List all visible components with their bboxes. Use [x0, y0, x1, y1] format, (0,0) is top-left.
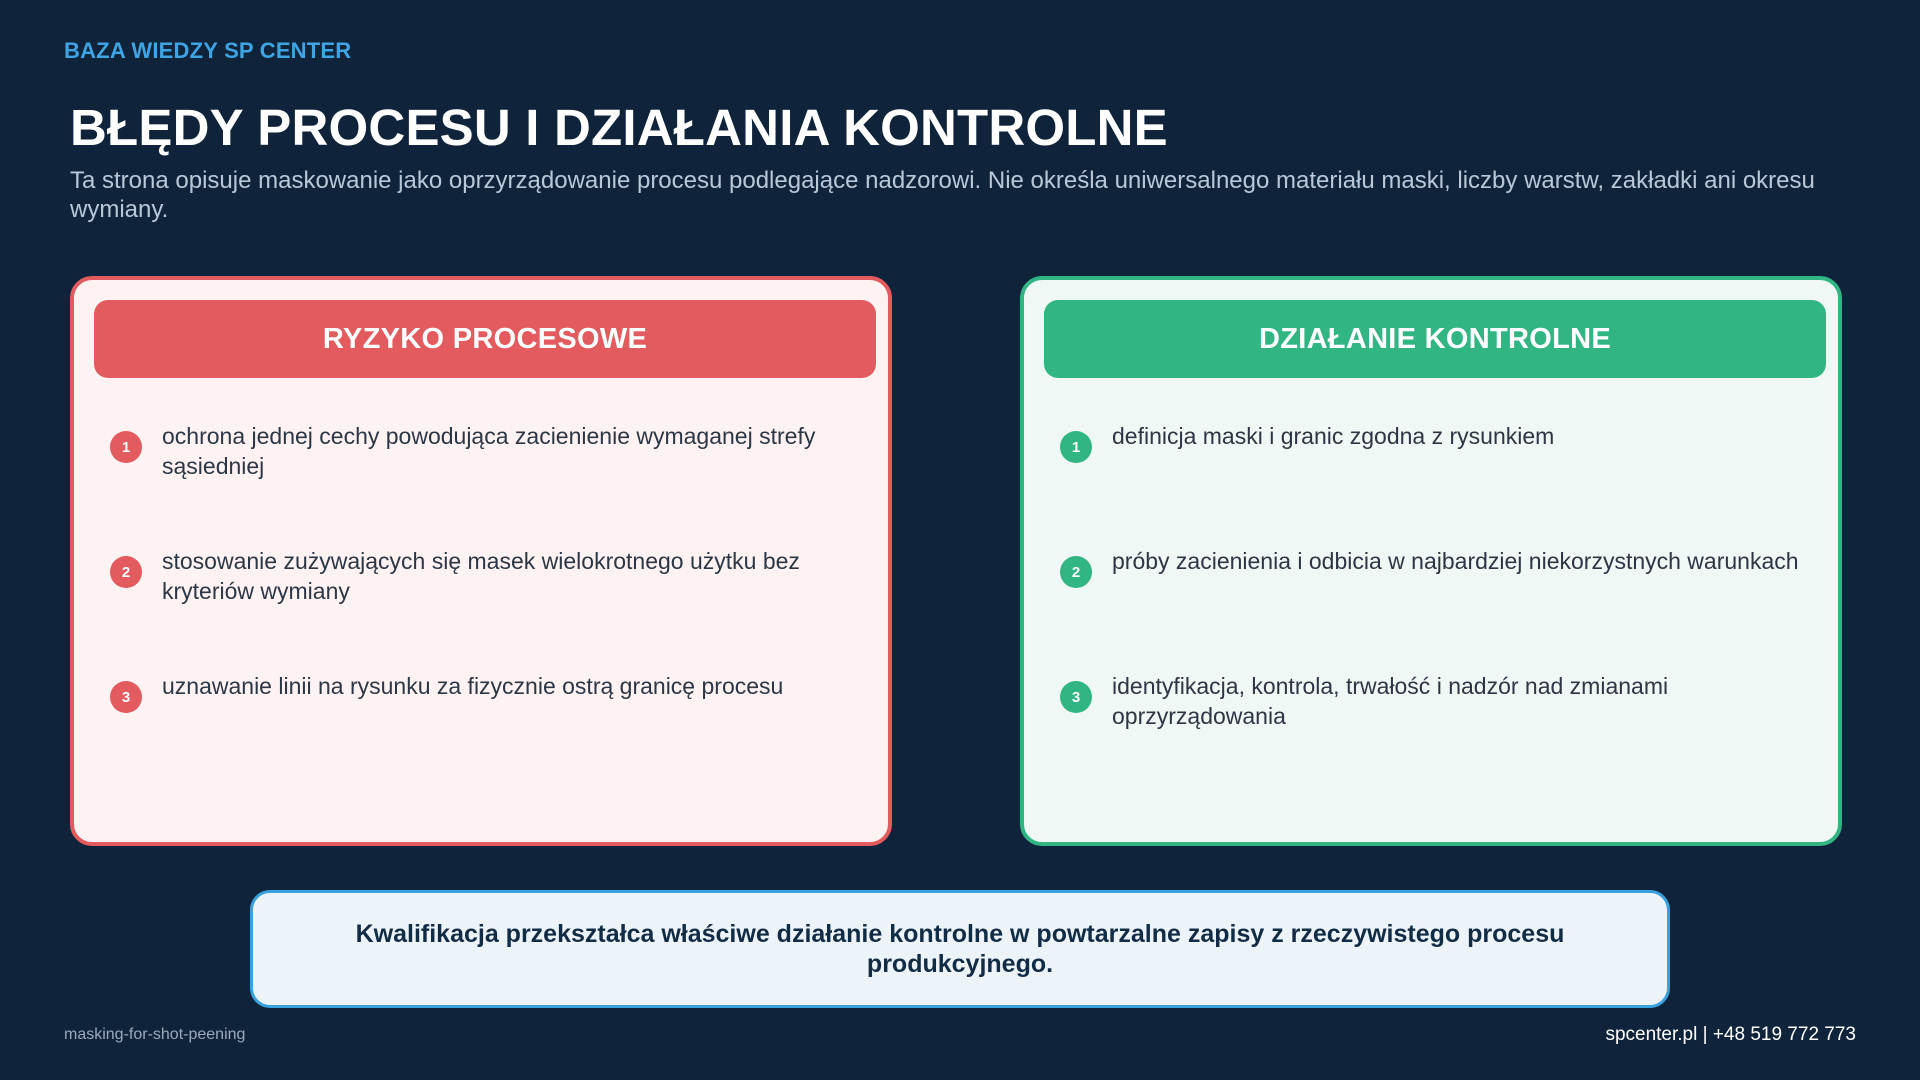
- risk-item-text: ochrona jednej cechy powodująca zacienienie wymaganej strefy sąsiedniej: [162, 423, 816, 479]
- number-badge: 2: [1060, 556, 1092, 588]
- risk-panel-heading: RYZYKO PROCESOWE: [94, 300, 876, 378]
- number-badge: 1: [110, 431, 142, 463]
- number-badge: 3: [110, 681, 142, 713]
- page-title: BŁĘDY PROCESU I DZIAŁANIA KONTROLNE: [70, 99, 1168, 156]
- risk-item-text: stosowanie zużywających się masek wielokrotnego użytku bez kryteriów wymiany: [162, 548, 800, 604]
- page-subtitle: Ta strona opisuje maskowanie jako oprzyrządowanie procesu podlegające nadzorowi. Nie określa uniwersalnego materiału maski, liczby warstw, zakładki ani okresu wymiany.: [70, 167, 1815, 223]
- qualification-callout: [250, 890, 1670, 1008]
- contact-info: spcenter.pl | +48 519 772 773: [1605, 1024, 1856, 1045]
- number-badge: 2: [110, 556, 142, 588]
- control-panel-heading: DZIAŁANIE KONTROLNE: [1044, 300, 1826, 378]
- control-item-text: definicja maski i granic zgodna z rysunkiem: [1112, 423, 1555, 449]
- number-badge: 1: [1060, 431, 1092, 463]
- page-slug: masking-for-shot-peening: [64, 1026, 246, 1043]
- callout-text: Kwalifikacja przekształca właściwe działanie kontrolne w powtarzalne zapisy z rzeczywistego procesu produkcyjnego.: [355, 920, 1565, 978]
- control-item-text: próby zacienienia i odbicia w najbardziej niekorzystnych warunkach: [1112, 548, 1799, 574]
- section-kicker: BAZA WIEDZY SP CENTER: [64, 38, 352, 63]
- control-panel: [1020, 276, 1842, 846]
- risk-panel: [70, 276, 892, 846]
- risk-item-text: uznawanie linii na rysunku za fizycznie ostrą granicę procesu: [162, 673, 784, 699]
- control-item-text: identyfikacja, kontrola, trwałość i nadzór nad zmianami oprzyrządowania: [1112, 673, 1669, 729]
- number-badge: 3: [1060, 681, 1092, 713]
